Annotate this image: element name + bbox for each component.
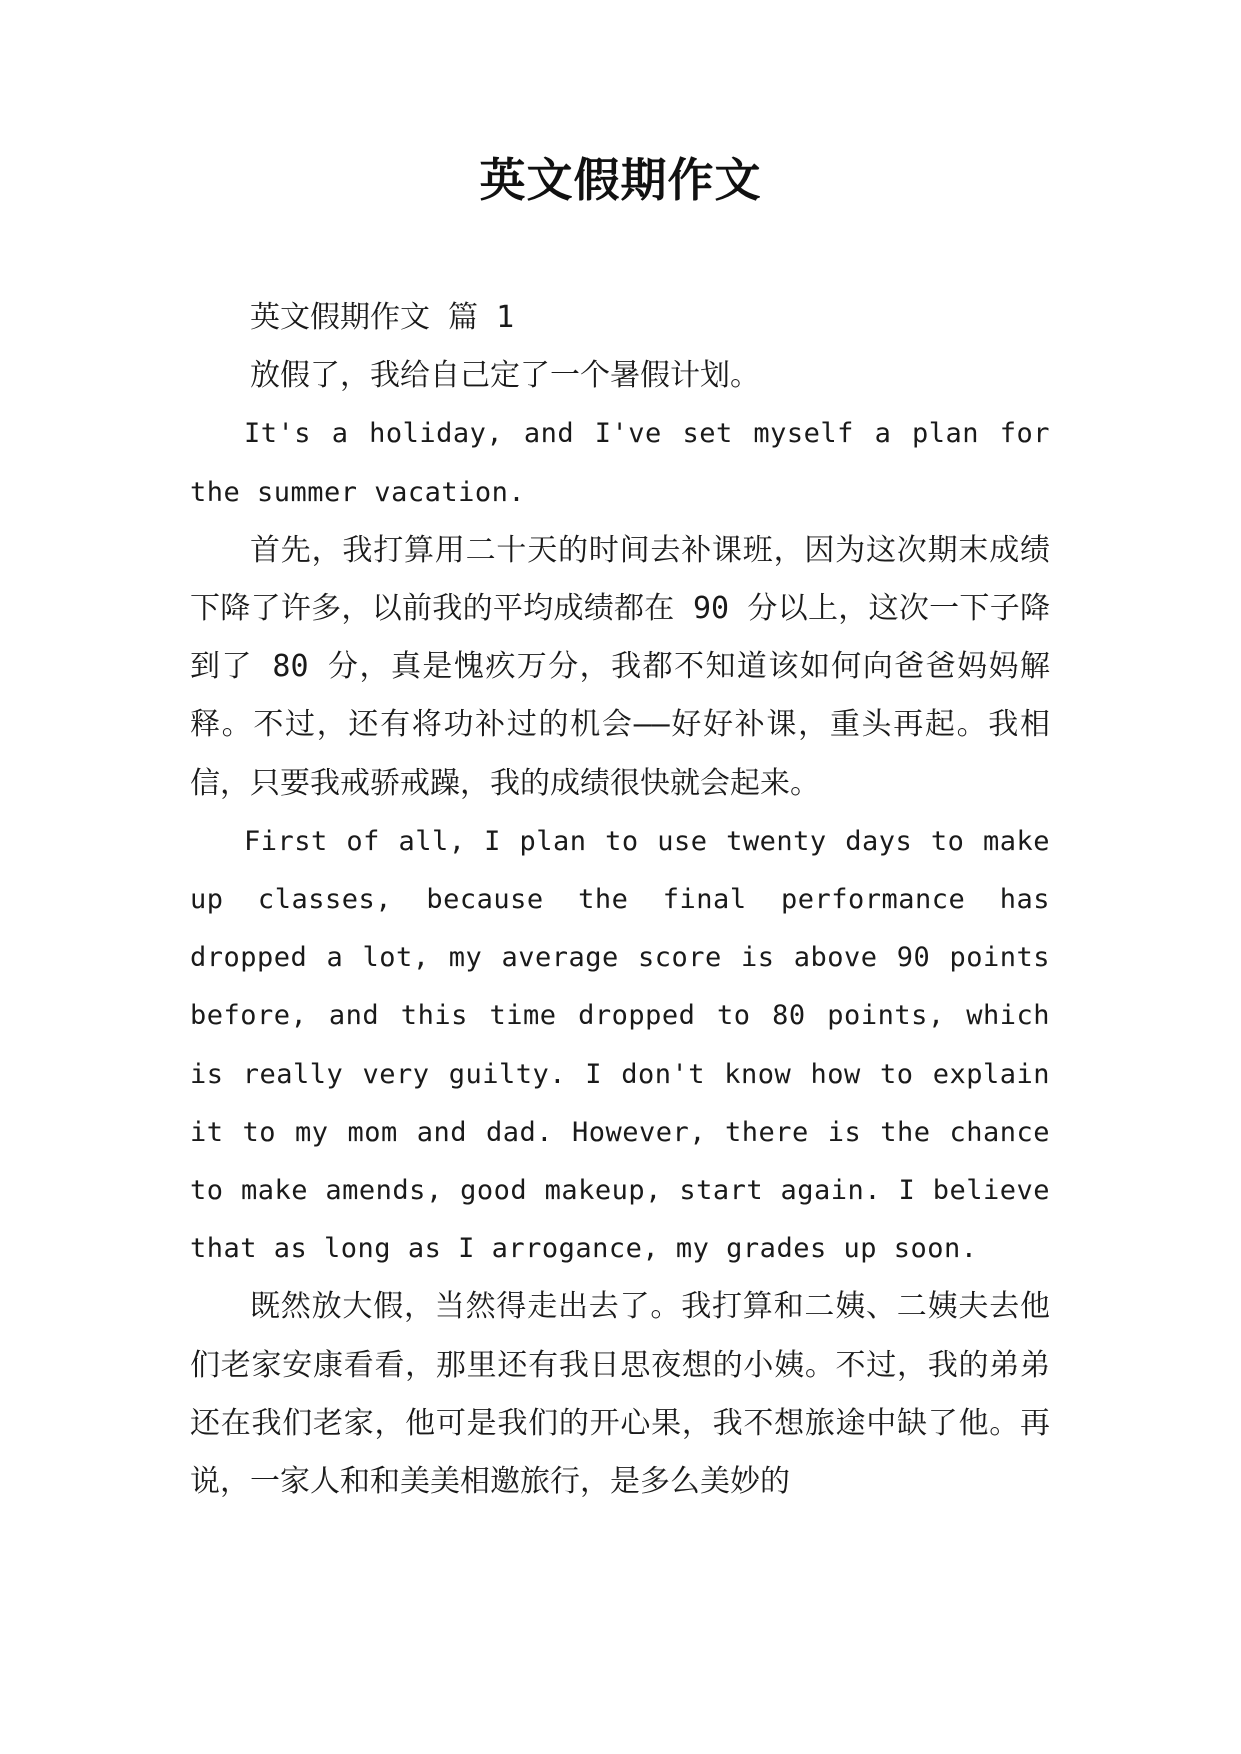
paragraph-en: It's a holiday, and I've set myself a plan for the summer vacation. bbox=[190, 418, 1050, 508]
paragraph-zh: 首先，我打算用二十天的时间去补课班，因为这次期末成绩下降了许多，以前我的平均成绩都在 90 分以上，这次一下子降到了 80 分，真是愧疚万分，我都不知道该如何向爸爸妈妈解释。不过，还有将功补过的机会——好好补课，重头再起。我相信，只要我戒骄戒躁，我的成绩很快就会起来。 bbox=[190, 532, 1050, 801]
paragraph-en: First of all, I plan to use twenty days to make up classes, because the final performance has dropped a lot, my average score is above 90 points before, and this time dropped to 80 points, which is really very guilty. I don't know how to explain it to my mom and dad. However, there is the chance to make amends, good makeup, start again. I believe that as long as I arrogance, my grades up soon. bbox=[190, 825, 1050, 1265]
paragraph-zh: 既然放大假，当然得走出去了。我打算和二姨、二姨夫去他们老家安康看看，那里还有我日思夜想的小姨。不过，我的弟弟还在我们老家，他可是我们的开心果，我不想旅途中缺了他。再说，一家人和和美美相邀旅行，是多么美妙的 bbox=[190, 1289, 1050, 1500]
document-title: 英文假期作文 bbox=[479, 153, 762, 207]
section-heading: 英文假期作文 篇 1 bbox=[250, 300, 515, 335]
paragraph-zh: 放假了，我给自己定了一个暑假计划。 bbox=[250, 358, 760, 394]
document-body bbox=[190, 289, 1050, 1511]
